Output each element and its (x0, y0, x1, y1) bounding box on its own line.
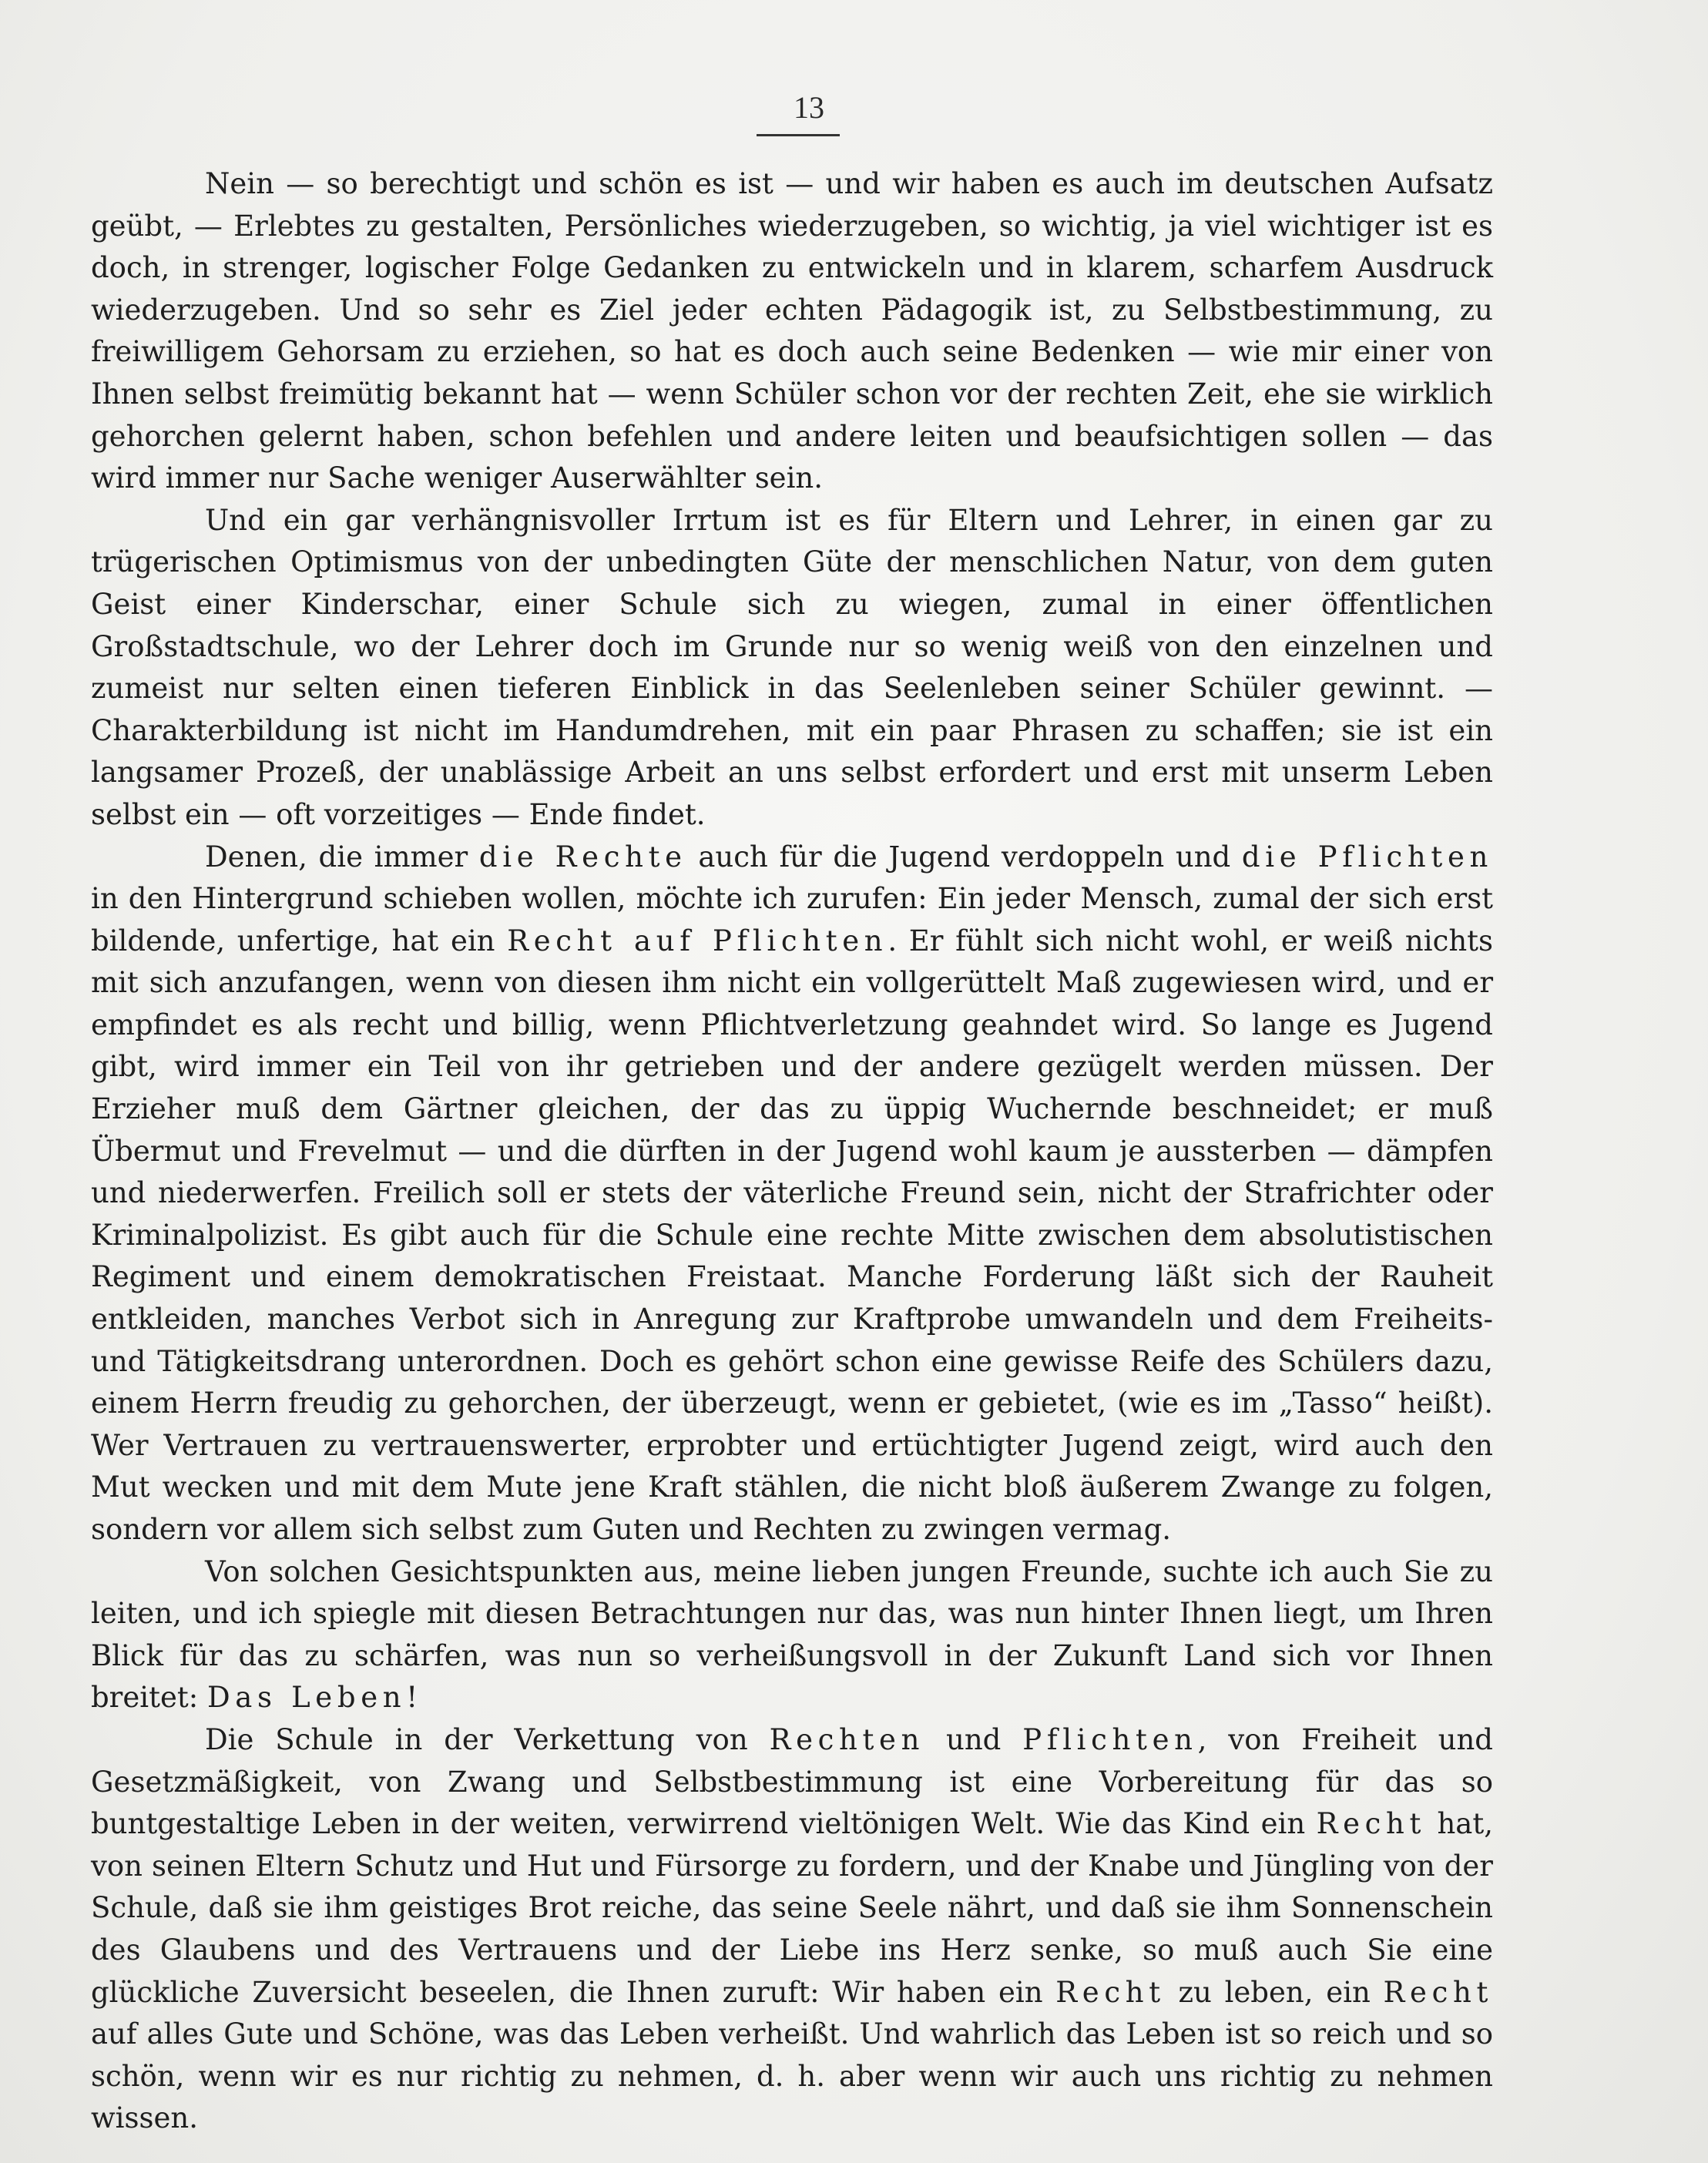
paragraph-3 (91, 837, 1493, 1551)
paragraph-2-text: Und ein gar verhängnisvoller Irrtum ist es für Eltern und Lehrer, in einen gar zu trügerischen Optimismus von der unbedingten Güte der menschlichen Natur, von dem guten Geist einer Kinderschar, einer Schule sich zu wiegen, zumal in einer öffentlichen Großstadtschule, wo der Lehrer doch im Grunde nur so wenig weiß von den einzelnen und zumeist nur selten einen tieferen Einblick in das Seelenleben seiner Schüler gewinnt. — Charakterbildung ist nicht im Handumdrehen, mit ein paar Phrasen zu schaffen; sie ist ein langsamer Prozeß, der unablässige Arbeit an uns selbst erfordert und erst mit unserm Leben selbst ein — oft vorzeitiges — Ende findet. (91, 503, 1493, 831)
paragraph-5-text-1: Die Schule in der Verkettung von (205, 1722, 770, 1756)
paragraph-5-text-6: auf alles Gute und Schöne, was das Leben verheißt. Und wahrlich das Leben ist so reich und so schön, wenn wir es nur richtig zu nehmen, d. h. aber wenn wir auch uns richtig zu nehmen wissen. (91, 2017, 1493, 2135)
body-text (91, 163, 1493, 2140)
paragraph-5 (91, 1719, 1493, 2140)
paragraph-2 (91, 500, 1493, 837)
emphasis-recht-1: Recht (1316, 1807, 1427, 1841)
paragraph-3-text-2: auch für die Jugend verdoppeln und (686, 840, 1242, 874)
emphasis-rechten: Rechten (769, 1722, 925, 1756)
page-number: 13 (794, 90, 824, 125)
emphasis-die-rechte: die Rechte (478, 840, 687, 874)
emphasis-pflichten: Pflichten (1022, 1722, 1198, 1756)
paragraph-3-text-3: in den Hintergrund schieben wollen, möchte ich zurufen: Ein jeder Mensch, zumal der sich erst bildende, unfertige, hat ein (91, 882, 1493, 957)
paragraph-5-text-3: , von Freiheit und Gesetzmäßigkeit, von Zwang und Selbstbestimmung ist eine Vorbereitung für das so buntgestaltige Leben in der weiten, verwirrend vieltönigen Welt. Wie das Kind ein (91, 1722, 1493, 1841)
emphasis-recht-auf-pflichten: Recht auf Pflichten (507, 924, 888, 957)
paragraph-1-text: Nein — so berechtigt und schön es ist — und wir haben es auch im deutschen Aufsatz geübt, — Erlebtes zu gestalten, Persönliches wiederzugeben, so wichtig, ja viel wichtiger ist es doch, in strenger, logischer Folge Gedanken zu entwickeln und in klarem, scharfem Ausdruck wiederzugeben. Und so sehr es Ziel jeder echten Pädagogik ist, zu Selbstbestimmung, zu freiwilligem Gehorsam zu erziehen, so hat es doch auch seine Bedenken — wie mir einer von Ihnen selbst freimütig bekannt hat — wenn Schüler schon vor der rechten Zeit, ehe sie wirklich gehorchen gelernt haben, schon befehlen und andere leiten und beaufsichtigen sollen — das wird immer nur Sache weniger Auserwählter sein. (91, 167, 1493, 495)
paragraph-5-text-4: hat, von seinen Eltern Schutz und Hut und Fürsorge zu fordern, und der Knabe und Jüngling von der Schule, daß sie ihm geistiges Brot reiche, das seine Seele nährt, und daß sie ihm Sonnenschein des Glaubens und des Vertrauens und der Liebe ins Herz senke, so muß auch Sie eine glückliche Zuversicht beseelen, die Ihnen zuruft: Wir haben ein (91, 1807, 1493, 2009)
page-number-rule (757, 134, 840, 136)
emphasis-das-leben: Das Leben (206, 1681, 407, 1715)
paragraph-3-text-1: Denen, die immer (205, 840, 479, 874)
paragraph-4-text-2: ! (406, 1681, 418, 1715)
paragraph-3-text-4: . Er fühlt sich nicht wohl, er weiß nichts mit sich anzufangen, wenn von diesen ihm nicht ein vollgerüttelt Maß zugewiesen wird, und er empfindet es als recht und billig, wenn Pflichtverletzung geahndet wird. So lange es Jugend gibt, wird immer ein Teil von ihr getrieben und der andere gezügelt werden müssen. Der Erzieher muß dem Gärtner gleichen, der das zu üppig Wuchernde beschneidet; er muß Übermut und Frevelmut — und die dürften in der Jugend wohl kaum je aussterben — dämpfen und niederwerfen. Freilich soll er stets der väterliche Freund sein, nicht der Strafrichter oder Kriminalpolizist. Es gibt auch für die Schule eine rechte Mitte zwischen dem absolutistischen Regiment und einem demokratischen Freistaat. Manche Forderung läßt sich der Rauheit entkleiden, manches Verbot sich in Anregung zur Kraftprobe umwandeln und dem Freiheits- und Tätigkeitsdrang unterordnen. Doch es gehört schon eine gewisse Reife des Schülers dazu, einem Herrn freudig zu gehorchen, der überzeugt, wenn er gebietet, (wie es im „Tasso“ heißt). Wer Vertrauen zu vertrauenswerter, erprobter und ertüchtigter Jugend zeigt, wird auch den Mut wecken und mit dem Mute jene Kraft stählen, die nicht bloß äußerem Zwange zu folgen, sondern vor allem sich selbst zum Guten und Rechten zu zwingen vermag. (91, 924, 1494, 1546)
paragraph-4 (91, 1551, 1493, 1719)
paragraph-1 (91, 163, 1493, 500)
emphasis-recht-3: Recht (1383, 1975, 1493, 2009)
emphasis-die-pflichten: die Pflichten (1241, 840, 1493, 874)
emphasis-recht-2: Recht (1055, 1975, 1166, 2009)
paragraph-4-text-1: Von solchen Gesichtspunkten aus, meine lieben jungen Freunde, suchte ich auch Sie zu leiten, und ich spiegle mit diesen Betrachtungen nur das, was nun hinter Ihnen liegt, um Ihren Blick für das zu schärfen, was nun so verheißungsvoll in der Zukunft Land sich vor Ihnen breitet: (91, 1554, 1493, 1715)
paragraph-5-text-2: und (924, 1722, 1023, 1756)
paragraph-5-text-5: zu leben, ein (1165, 1975, 1384, 2009)
